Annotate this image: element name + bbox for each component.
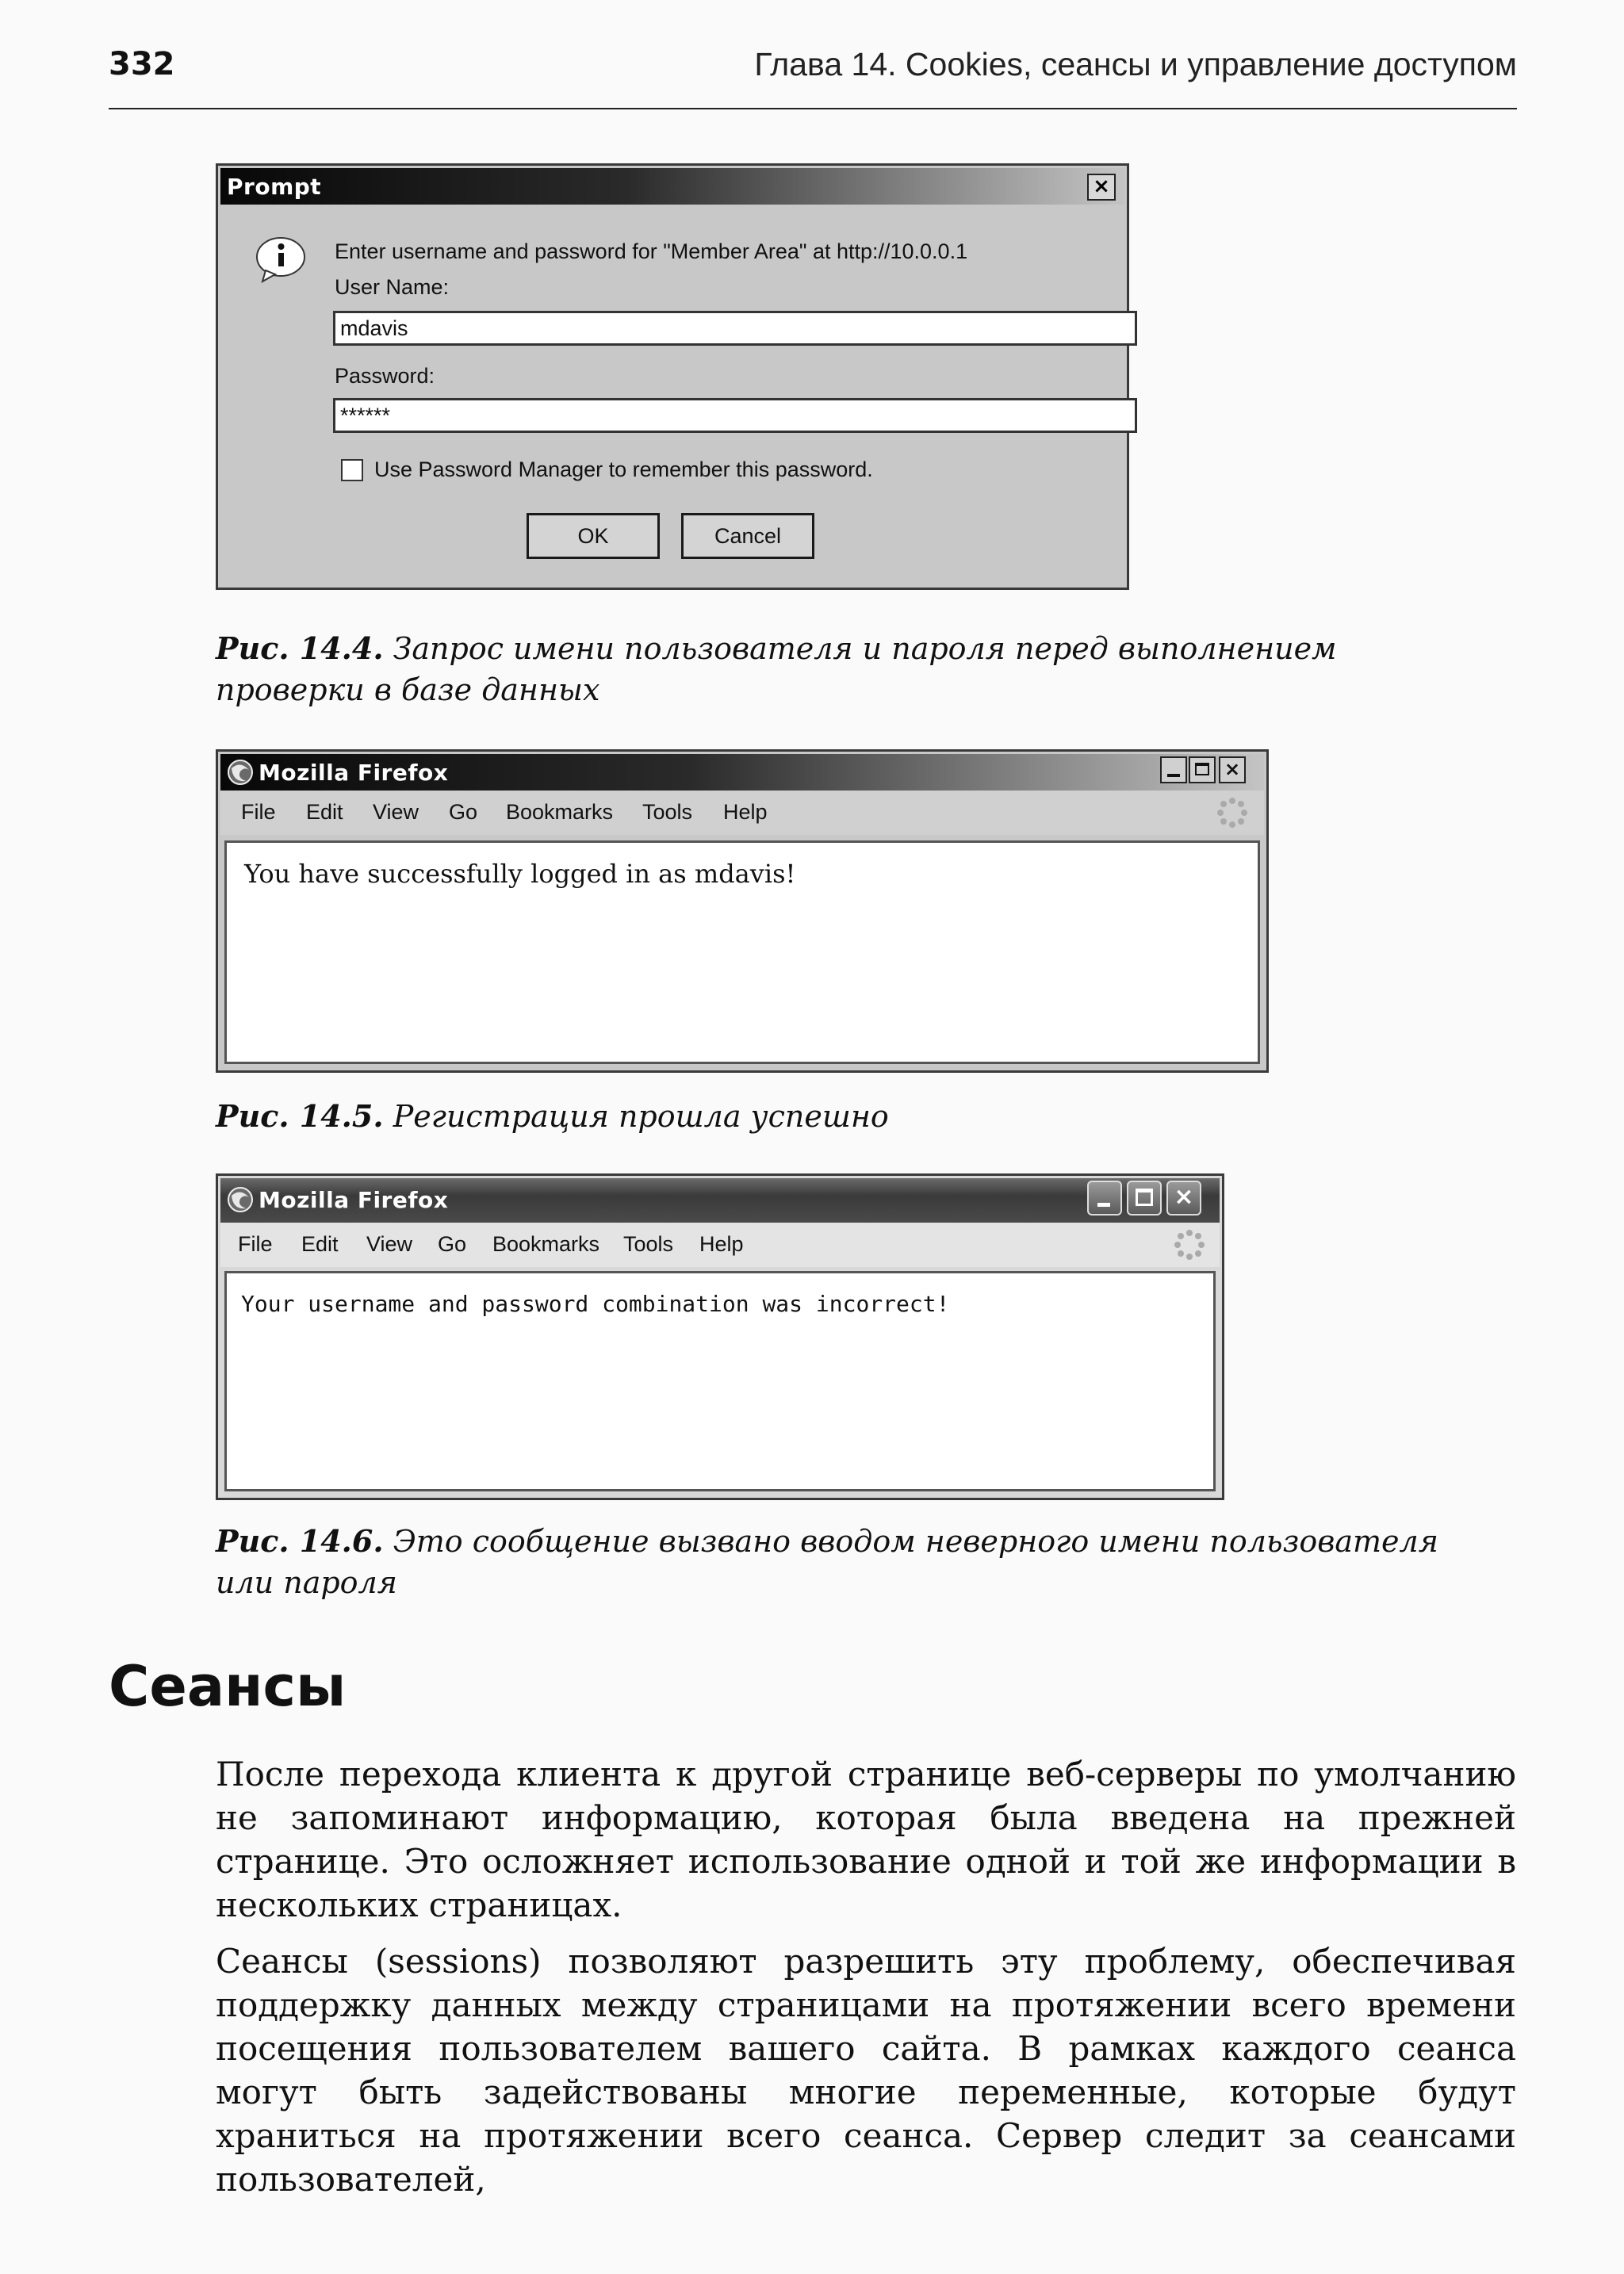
close-button[interactable]: × [1166, 1181, 1201, 1215]
header-rule [109, 108, 1517, 109]
firefox-logo-icon [227, 759, 254, 786]
page-content [224, 1271, 1216, 1491]
firefox-titlebar [220, 754, 1264, 791]
figure-text: Запрос имени пользователя и пароля перед выполнением [393, 631, 1337, 666]
minimize-button[interactable] [1160, 756, 1187, 783]
menu-file[interactable]: File [241, 800, 276, 824]
password-input[interactable]: ****** [333, 398, 1137, 433]
prompt-titlebar [220, 168, 1124, 205]
page-number: 332 [109, 46, 175, 82]
menu-bar [220, 791, 1264, 835]
throbber-icon [1174, 1229, 1205, 1261]
remember-password-checkbox[interactable] [341, 459, 363, 481]
menu-bookmarks[interactable]: Bookmarks [506, 800, 614, 824]
menu-go[interactable]: Go [438, 1232, 467, 1256]
menu-view[interactable]: View [373, 800, 419, 824]
remember-password-label: Use Password Manager to remember this password. [374, 457, 873, 481]
prompt-dialog [216, 163, 1129, 590]
success-message: You have successfully logged in as mdavis! [244, 859, 796, 889]
figure-label: Рис. 14.5. [216, 1098, 384, 1134]
firefox-logo-icon [227, 1186, 254, 1213]
figure-label: Рис. 14.6. [216, 1523, 384, 1559]
section-paragraph-2: Сеансы (sessions) позволяют разрешить эту проблему, обеспечивая поддержку данных между страницами на протяжении всего времени посещения пользователем вашего сайта. В рамках каждого сеанса могут быть задействованы многие переменные, которые будут храниться на протяжении всего сеанса. Сервер следит за сеансами пользователей, [216, 1942, 1516, 2199]
ok-button[interactable]: OK [527, 513, 660, 559]
firefox-titlebar [220, 1178, 1220, 1223]
section-heading: Сеансы [109, 1654, 347, 1719]
figure-14-6-caption [216, 1521, 1438, 1603]
figure-text: Это сообщение вызвано вводом неверного имени пользователя [393, 1524, 1438, 1559]
minimize-button[interactable] [1087, 1181, 1122, 1215]
figure-text: Регистрация прошла успешно [393, 1099, 889, 1134]
prompt-message: Enter username and password for "Member Area" at http://10.0.0.1 [335, 239, 968, 263]
menu-file[interactable]: File [238, 1232, 273, 1256]
username-label: User Name: [335, 275, 450, 299]
page-content [224, 840, 1260, 1064]
menu-help[interactable]: Help [699, 1232, 744, 1256]
menu-tools[interactable]: Tools [623, 1232, 674, 1256]
username-input[interactable]: mdavis [333, 311, 1137, 346]
error-message: Your username and password combination was incorrect! [241, 1291, 950, 1317]
figure-14-5-caption [216, 1096, 889, 1137]
menu-bar [220, 1223, 1220, 1267]
window-title: Mozilla Firefox [259, 1187, 449, 1213]
figure-label: Рис. 14.4. [216, 630, 384, 666]
chapter-title: Глава 14. Cookies, сеансы и управление доступом [754, 46, 1517, 82]
info-icon [255, 235, 307, 283]
maximize-button[interactable] [1189, 756, 1216, 783]
prompt-title: Prompt [227, 174, 322, 200]
figure-14-4-caption [216, 628, 1337, 710]
figure-text-line2: или пароля [216, 1565, 397, 1600]
menu-help[interactable]: Help [723, 800, 768, 824]
section-paragraph-1: После перехода клиента к другой странице веб-серверы по умолчанию не запоминают информацию, которая была введена на прежней странице. Это осложняет использование одной и той же информации в нескольких страницах. [216, 1755, 1516, 1924]
password-label: Password: [335, 364, 435, 388]
firefox-window-error [216, 1173, 1224, 1500]
figure-text-line2: проверки в базе данных [216, 672, 600, 707]
menu-view[interactable]: View [366, 1232, 413, 1256]
menu-tools[interactable]: Tools [642, 800, 693, 824]
menu-edit[interactable]: Edit [306, 800, 343, 824]
menu-bookmarks[interactable]: Bookmarks [492, 1232, 600, 1256]
menu-edit[interactable]: Edit [301, 1232, 339, 1256]
menu-go[interactable]: Go [449, 800, 478, 824]
cancel-button[interactable]: Cancel [681, 513, 814, 559]
firefox-window-success [216, 749, 1269, 1073]
throbber-icon [1216, 797, 1248, 829]
maximize-button[interactable] [1127, 1181, 1162, 1215]
window-title: Mozilla Firefox [259, 760, 449, 786]
close-button[interactable]: × [1087, 174, 1116, 201]
close-button[interactable]: × [1219, 756, 1246, 783]
